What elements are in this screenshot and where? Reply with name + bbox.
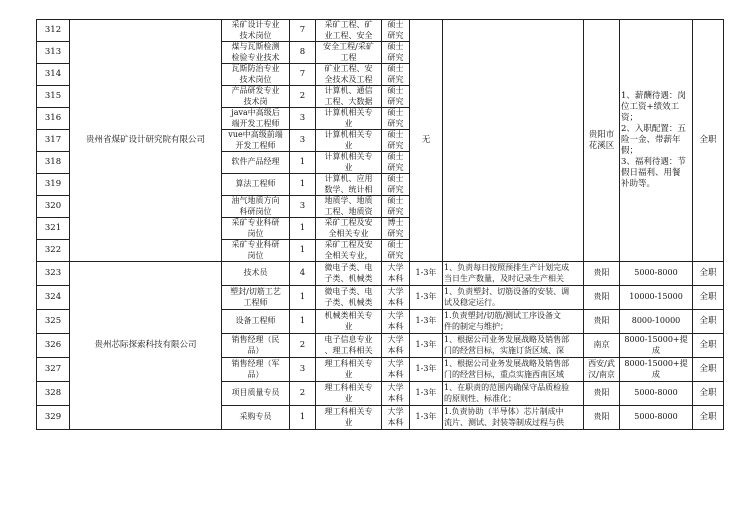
employment-type: 全职 [693, 334, 724, 358]
duty-description: 1.负责协助（半导体）芯片制成中 流片、测试、封装等制成过程与供 [443, 406, 584, 430]
employment-type: 全职 [693, 310, 724, 334]
row-number: 317 [37, 130, 70, 152]
row-number: 316 [37, 108, 70, 130]
position-name: 项目质量专员 [222, 382, 290, 406]
experience: 1-3年 [410, 310, 443, 334]
headcount: 1 [290, 218, 316, 240]
table-row [37, 262, 724, 286]
employment-type: 全职 [693, 262, 724, 286]
salary: 8000-15000+提成 [620, 358, 693, 382]
major: 计算机、应用 数学、统计相 [316, 174, 382, 196]
salary: 5000-8000 [620, 262, 693, 286]
row-number: 313 [37, 42, 70, 64]
position-name: 瓦斯防治专业 技术岗位 [222, 64, 290, 86]
position-name: 采矿专业科研 岗位 [222, 240, 290, 262]
headcount: 2 [290, 334, 316, 358]
salary: 5000-8000 [620, 382, 693, 406]
degree: 硕士 研究 [382, 42, 410, 64]
degree: 硕士 研究 [382, 152, 410, 174]
company-name: 贵州芯际探索科技有限公司 [70, 262, 222, 430]
position-name: 设备工程师 [222, 310, 290, 334]
position-name: 销售经理（军 品） [222, 358, 290, 382]
duty-description: 1、在职责的范围内确保守品质检验 的原则性、标准化； [443, 382, 584, 406]
headcount: 1 [290, 174, 316, 196]
work-location: 贵阳市 花溪区 [584, 20, 620, 262]
duty-description: 1、根据公司业务发展战略及销售部 门的经营目标，实施订货区域、深 [443, 334, 584, 358]
degree: 大学 本科 [382, 382, 410, 406]
row-number: 318 [37, 152, 70, 174]
position-name: 软件产品经理 [222, 152, 290, 174]
position-name: vue中高级前端 开发工程师 [222, 130, 290, 152]
position-name: 煤与瓦斯检测 检验专业技术 [222, 42, 290, 64]
work-location: 贵阳 [584, 406, 620, 430]
employment-type: 全职 [693, 382, 724, 406]
headcount: 1 [290, 406, 316, 430]
headcount: 1 [290, 310, 316, 334]
employment-type: 全职 [693, 358, 724, 382]
major: 采矿工程及安 全相关专业 [316, 218, 382, 240]
salary: 10000-15000 [620, 286, 693, 310]
experience: 1-3年 [410, 334, 443, 358]
major: 计算机相关专 业 [316, 108, 382, 130]
row-number: 315 [37, 86, 70, 108]
duty-description [443, 20, 584, 262]
degree: 硕士 研究 [382, 108, 410, 130]
experience: 1-3年 [410, 262, 443, 286]
duty-description: 1.负责塑封/切筋/测试工序设备文 件的制定与维护； [443, 310, 584, 334]
degree: 硕士 研究 [382, 86, 410, 108]
major: 采矿工程及安 全相关专业， [316, 240, 382, 262]
row-number: 326 [37, 334, 70, 358]
company-name: 贵州省煤矿设计研究院有限公司 [70, 20, 222, 262]
position-name: 采购专员 [222, 406, 290, 430]
headcount: 2 [290, 86, 316, 108]
row-number: 314 [37, 64, 70, 86]
row-number: 322 [37, 240, 70, 262]
degree: 硕士 研究 [382, 196, 410, 218]
row-number: 319 [37, 174, 70, 196]
position-name: 采矿专业科研 岗位 [222, 218, 290, 240]
work-location: 南京 [584, 334, 620, 358]
salary: 8000-10000 [620, 310, 693, 334]
experience: 1-3年 [410, 406, 443, 430]
headcount: 4 [290, 262, 316, 286]
degree: 大学 本科 [382, 406, 410, 430]
salary: 8000-15000+提成 [620, 334, 693, 358]
row-number: 321 [37, 218, 70, 240]
headcount: 1 [290, 286, 316, 310]
row-number: 329 [37, 406, 70, 430]
degree: 硕士 研究 [382, 20, 410, 42]
work-location: 贵阳 [584, 262, 620, 286]
headcount: 7 [290, 20, 316, 42]
degree: 大学 本科 [382, 262, 410, 286]
work-location: 贵阳 [584, 310, 620, 334]
degree: 硕士 研究 [382, 174, 410, 196]
duty-description: 1、根据公司业务发展战略及销售部 门的经营目标，重点实施西南区域 [443, 358, 584, 382]
salary: 5000-8000 [620, 406, 693, 430]
position-name: 算法工程师 [222, 174, 290, 196]
degree: 硕士 研究 [382, 64, 410, 86]
degree: 大学 本科 [382, 286, 410, 310]
table-row [37, 20, 724, 42]
degree: 大学 本科 [382, 358, 410, 382]
headcount: 3 [290, 130, 316, 152]
duty-description: 1、负责每日按照预排生产计划完成 当日生产数量，及时记录生产相关 [443, 262, 584, 286]
major: 计算机、通信 工程、大数据 [316, 86, 382, 108]
experience: 无 [410, 20, 443, 262]
major: 安全工程/采矿 工程 [316, 42, 382, 64]
employment-type: 全职 [693, 20, 724, 262]
salary-benefits: 1、薪酬待遇：岗 位工资+绩效工 资； 2、入职配置：五 险一金、带薪年 假； 3、福利待遇：节 假日福利、用餐 补助等。 [620, 20, 693, 262]
major: 电子信息专业 、理工科相关 [316, 334, 382, 358]
headcount: 3 [290, 196, 316, 218]
table-body [37, 20, 724, 430]
row-number: 324 [37, 286, 70, 310]
job-table [36, 19, 724, 430]
degree: 博士 研究 [382, 218, 410, 240]
major: 计算机相关专 业 [316, 152, 382, 174]
row-number: 327 [37, 358, 70, 382]
headcount: 3 [290, 108, 316, 130]
position-name: 产品研发专业 技术岗 [222, 86, 290, 108]
degree: 硕士 研究 [382, 240, 410, 262]
major: 理工科相关专 业 [316, 358, 382, 382]
row-number: 320 [37, 196, 70, 218]
position-name: 技术员 [222, 262, 290, 286]
major: 微电子类、电 子类、机械类 [316, 262, 382, 286]
position-name: 销售经理（民 品） [222, 334, 290, 358]
major: 采矿工程、矿 业工程、安全 [316, 20, 382, 42]
position-name: 采矿设计专业 技术岗位 [222, 20, 290, 42]
headcount: 2 [290, 382, 316, 406]
row-number: 325 [37, 310, 70, 334]
degree: 大学 本科 [382, 310, 410, 334]
position-name: java中高级后 端开发工程师 [222, 108, 290, 130]
headcount: 7 [290, 64, 316, 86]
work-location: 贵阳 [584, 286, 620, 310]
experience: 1-3年 [410, 358, 443, 382]
headcount: 1 [290, 240, 316, 262]
major: 理工科相关专 业 [316, 382, 382, 406]
position-name: 塑封/切筋工艺 工程师 [222, 286, 290, 310]
headcount: 8 [290, 42, 316, 64]
employment-type: 全职 [693, 286, 724, 310]
major: 微电子类、电 子类、机械类 [316, 286, 382, 310]
major: 矿业工程、安 全技术及工程 [316, 64, 382, 86]
major: 理工科相关专 业 [316, 406, 382, 430]
row-number: 323 [37, 262, 70, 286]
employment-type: 全职 [693, 406, 724, 430]
headcount: 1 [290, 152, 316, 174]
degree: 大学 本科 [382, 334, 410, 358]
major: 地质学、地质 工程、地质资 [316, 196, 382, 218]
major: 机械类相关专 业 [316, 310, 382, 334]
headcount: 3 [290, 358, 316, 382]
work-location: 贵阳 [584, 382, 620, 406]
experience: 1-3年 [410, 286, 443, 310]
degree: 硕士 研究 [382, 130, 410, 152]
work-location: 西安/武 汉/南京 [584, 358, 620, 382]
row-number: 328 [37, 382, 70, 406]
row-number: 312 [37, 20, 70, 42]
position-name: 油气地质方向 科研岗位 [222, 196, 290, 218]
experience: 1-3年 [410, 382, 443, 406]
duty-description: 1、负责塑封、切筋设备的安装、调 试及稳定运行。 [443, 286, 584, 310]
major: 计算机相关专 业 [316, 130, 382, 152]
